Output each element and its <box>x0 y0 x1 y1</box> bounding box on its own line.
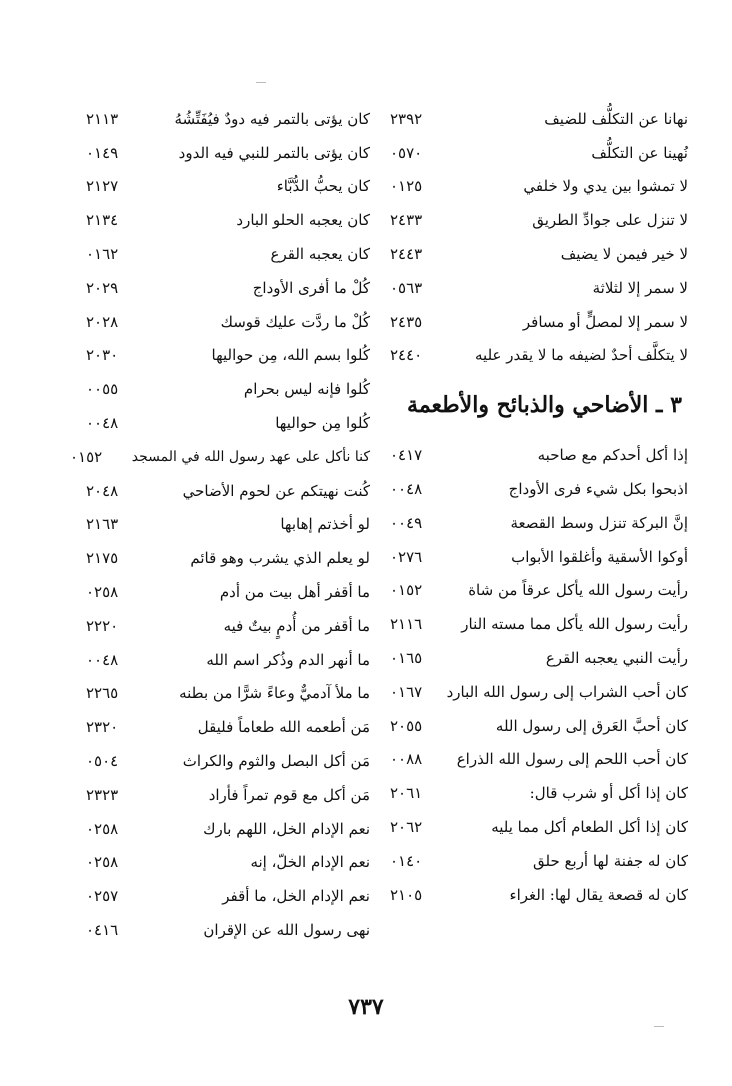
entry-number: ٢١٦٣ <box>86 515 119 534</box>
entry-text: كنا نأكل على عهد رسول الله في المسجد <box>131 448 370 465</box>
entry-text: كان يحبُّ الدُّبَّاء <box>276 177 370 196</box>
entry-number: ٢٠٣٠ <box>86 346 119 365</box>
index-entry <box>86 677 370 711</box>
index-entry <box>390 271 688 305</box>
entry-text: أوكوا الأسقية وأغلقوا الأبواب <box>511 547 688 566</box>
entry-number: ٠١٥٢ <box>390 581 423 600</box>
entry-number: ٠٢٧٦ <box>390 547 423 566</box>
entry-text: نعم الإدام الخل، ما أقفر <box>222 887 370 906</box>
entry-number: ٠٤١٦ <box>86 921 119 940</box>
entry-text: رأيت رسول الله يأكل عرقاً من شاة <box>468 581 688 600</box>
entry-text: كان يعجبه القرع <box>270 245 370 264</box>
entry-number: ٢٠٢٩ <box>86 278 119 297</box>
entry-number: ٠٠٥٥ <box>86 380 119 399</box>
index-entry <box>390 675 688 709</box>
index-entry <box>390 743 688 777</box>
index-entry <box>390 709 688 743</box>
entry-text: ما أنهر الدم وذُكر اسم الله <box>206 650 370 669</box>
entry-text: ما أقفر أهل بيت من أدم <box>219 583 370 602</box>
index-entry <box>86 102 370 136</box>
index-entry <box>86 710 370 744</box>
entry-number: ٠٠٤٨ <box>86 650 119 669</box>
index-entry <box>390 136 688 170</box>
entry-number: ٢١٢٧ <box>86 177 119 196</box>
entry-text: كان إذا أكل الطعام أكل مما يليه <box>491 818 688 837</box>
entry-number: ٠١٤٠ <box>390 851 423 870</box>
entry-text: رأيت رسول الله يأكل مما مسته النار <box>461 615 688 634</box>
entry-number: ٢١١٣ <box>86 109 119 128</box>
index-entry <box>86 913 370 947</box>
index-entry <box>390 102 688 136</box>
bottom-mark <box>654 1026 664 1027</box>
entry-text: نعم الإدام الخل، اللهم بارك <box>203 819 370 838</box>
entry-number: ٢٠٦١ <box>390 784 423 803</box>
entry-text: كان يؤتى بالتمر فيه دودٌ فيُفَتِّشُهُ <box>174 109 370 128</box>
index-entry <box>390 878 688 912</box>
index-entry <box>86 136 370 170</box>
index-entry <box>86 474 370 508</box>
entry-number: ٠١٦٢ <box>86 245 119 264</box>
entry-number: ٠٠٤٩ <box>390 513 423 532</box>
right-column <box>390 102 688 912</box>
entry-number: ٠٢٥٨ <box>86 583 119 602</box>
index-entry <box>390 574 688 608</box>
entry-number: ٢٤٤٣ <box>390 245 423 264</box>
entry-number: ٠١٥٢ <box>70 447 103 466</box>
entry-number: ٢١٣٤ <box>86 211 119 230</box>
entry-number: ٢٣٩٢ <box>390 109 423 128</box>
index-entry <box>86 643 370 677</box>
entry-text: ما أقفر من أُدمٍ بيتٌ فيه <box>223 616 370 635</box>
entry-number: ٢١١٦ <box>390 615 423 634</box>
entry-number: ٠٢٥٨ <box>86 853 119 872</box>
entry-number: ٠١٦٥ <box>390 649 423 668</box>
entry-text: كُلوا بسم الله، مِن حواليها <box>211 346 370 365</box>
entry-text: كان أحب اللحم إلى رسول الله الذراع <box>456 750 688 769</box>
entry-text: مَن أكل مع قوم تمراً فأراد <box>208 785 370 804</box>
index-entry <box>390 472 688 506</box>
index-entry <box>86 508 370 542</box>
index-entry <box>390 641 688 675</box>
index-entry <box>390 339 688 373</box>
index-entry <box>86 237 370 271</box>
entry-number: ٠٥٠٤ <box>86 752 119 771</box>
entry-number: ٢٢٢٠ <box>86 616 119 635</box>
left-column <box>70 102 370 947</box>
index-entry <box>390 170 688 204</box>
entry-text: نعم الإدام الخلّ، إنه <box>250 853 370 872</box>
entry-text: كان يعجبه الحلو البارد <box>236 211 370 230</box>
index-entry <box>390 305 688 339</box>
entry-number: ٠٥٧٠ <box>390 143 423 162</box>
entry-text: اذبحوا بكل شيء فرى الأوداج <box>508 480 688 499</box>
entry-number: ٠١٤٩ <box>86 143 119 162</box>
entry-number: ٢١٠٥ <box>390 885 423 904</box>
entry-text: كان له قصعة يقال لها: الغراء <box>509 885 688 904</box>
entry-text: رأيت النبي يعجبه القرع <box>545 649 688 668</box>
index-entry <box>390 810 688 844</box>
entry-text: كان إذا أكل أو شرب قال: <box>529 784 688 803</box>
entry-number: ٠٠٨٨ <box>390 750 423 769</box>
entry-number: ٢١٧٥ <box>86 549 119 568</box>
entry-text: كان أحبَّ العَرق إلى رسول الله <box>495 716 688 735</box>
entry-number: ٢٠٦٢ <box>390 818 423 837</box>
entry-text: كُلْ ما أفرى الأوداج <box>252 278 370 297</box>
entry-number: ٠٠٤٨ <box>390 480 423 499</box>
entry-text: ما ملأ آدميٌّ وعاءً شرًّا من بطنه <box>179 684 370 703</box>
entry-number: ٢٠٤٨ <box>86 481 119 500</box>
index-entry <box>390 203 688 237</box>
index-entry <box>390 844 688 878</box>
entry-text: كان له جفنة لها أربع حلق <box>533 851 688 870</box>
index-entry <box>86 339 370 373</box>
entry-text: نهى رسول الله عن الإقران <box>203 921 370 940</box>
entry-number: ٠٥٦٣ <box>390 278 423 297</box>
index-entry <box>86 609 370 643</box>
entry-text: كُلْ ما ردَّت عليك قوسك <box>220 312 370 331</box>
section-heading: ٣ ـ الأضاحي والذبائح والأطعمة <box>407 392 682 419</box>
entry-text: كُلوا مِن حواليها <box>275 414 370 433</box>
index-entry <box>390 237 688 271</box>
entry-number: ٢٠٥٥ <box>390 716 423 735</box>
entry-number: ٠١٦٧ <box>390 682 423 701</box>
entry-number: ٠٢٥٨ <box>86 819 119 838</box>
entry-number: ٢٤٣٥ <box>390 312 423 331</box>
index-entry <box>390 438 688 472</box>
entry-text: مَن أطعمه الله طعاماً فليقل <box>197 718 370 737</box>
index-entry <box>86 271 370 305</box>
top-mark <box>256 82 266 83</box>
entry-text: لا يتكلَّف أحدٌ لضيفه ما لا يقدر عليه <box>475 346 688 365</box>
index-entry <box>86 778 370 812</box>
entry-text: لو يعلم الذي يشرب وهو قائم <box>190 549 370 568</box>
index-entry <box>86 846 370 880</box>
index-entry <box>390 540 688 574</box>
entry-text: إنَّ البركة تنزل وسط القصعة <box>510 513 688 532</box>
entry-number: ٠٤١٧ <box>390 446 423 465</box>
entry-text: لو أخذتم إهابها <box>280 515 370 534</box>
index-entry <box>86 406 370 440</box>
entry-number: ٠١٢٥ <box>390 177 423 196</box>
index-entry <box>390 506 688 540</box>
index-entry <box>86 170 370 204</box>
entry-text: نُهينا عن التكلُّف <box>591 143 688 162</box>
entry-text: نهانا عن التكلُّف للضيف <box>544 109 688 128</box>
entry-text: لا تنزل على جوادِّ الطريق <box>532 211 688 230</box>
entry-text: لا خير فيمن لا يضيف <box>560 245 688 264</box>
entry-number: ٠٢٥٧ <box>86 887 119 906</box>
entry-text: لا سمر إلا لمصلٍّ أو مسافر <box>522 312 688 331</box>
entry-number: ٢٠٢٨ <box>86 312 119 331</box>
entry-number: ٢٤٣٣ <box>390 211 423 230</box>
index-entry <box>86 203 370 237</box>
index-entry <box>86 879 370 913</box>
index-entry <box>86 541 370 575</box>
entry-number: ٢٣٢٣ <box>86 785 119 804</box>
page-number: ٧٣٧ <box>348 994 384 1020</box>
index-entry <box>390 776 688 810</box>
entry-text: لا تمشوا بين يدي ولا خلفي <box>523 177 688 196</box>
entry-number: ٠٠٤٨ <box>86 414 119 433</box>
index-entry <box>86 575 370 609</box>
entry-text: مَن أكل البصل والثوم والكراث <box>182 752 370 771</box>
index-entry <box>390 607 688 641</box>
entry-text: كُنت نهيتكم عن لحوم الأضاحي <box>182 481 370 500</box>
entry-number: ٢٢٦٥ <box>86 684 119 703</box>
index-entry <box>86 744 370 778</box>
entry-text: كان أحب الشراب إلى رسول الله البارد <box>446 682 688 701</box>
index-entry <box>86 372 370 406</box>
entry-text: لا سمر إلا لثلاثة <box>592 278 688 297</box>
entry-number: ٢٤٤٠ <box>390 346 423 365</box>
index-entry <box>70 440 370 474</box>
entry-text: إذا أكل أحدكم مع صاحبه <box>537 446 688 465</box>
entry-text: كُلوا فإنه ليس بحرام <box>243 380 370 399</box>
index-entry <box>86 305 370 339</box>
index-entry <box>86 812 370 846</box>
entry-number: ٢٣٢٠ <box>86 718 119 737</box>
entry-text: كان يؤتى بالتمر للنبي فيه الدود <box>178 143 370 162</box>
